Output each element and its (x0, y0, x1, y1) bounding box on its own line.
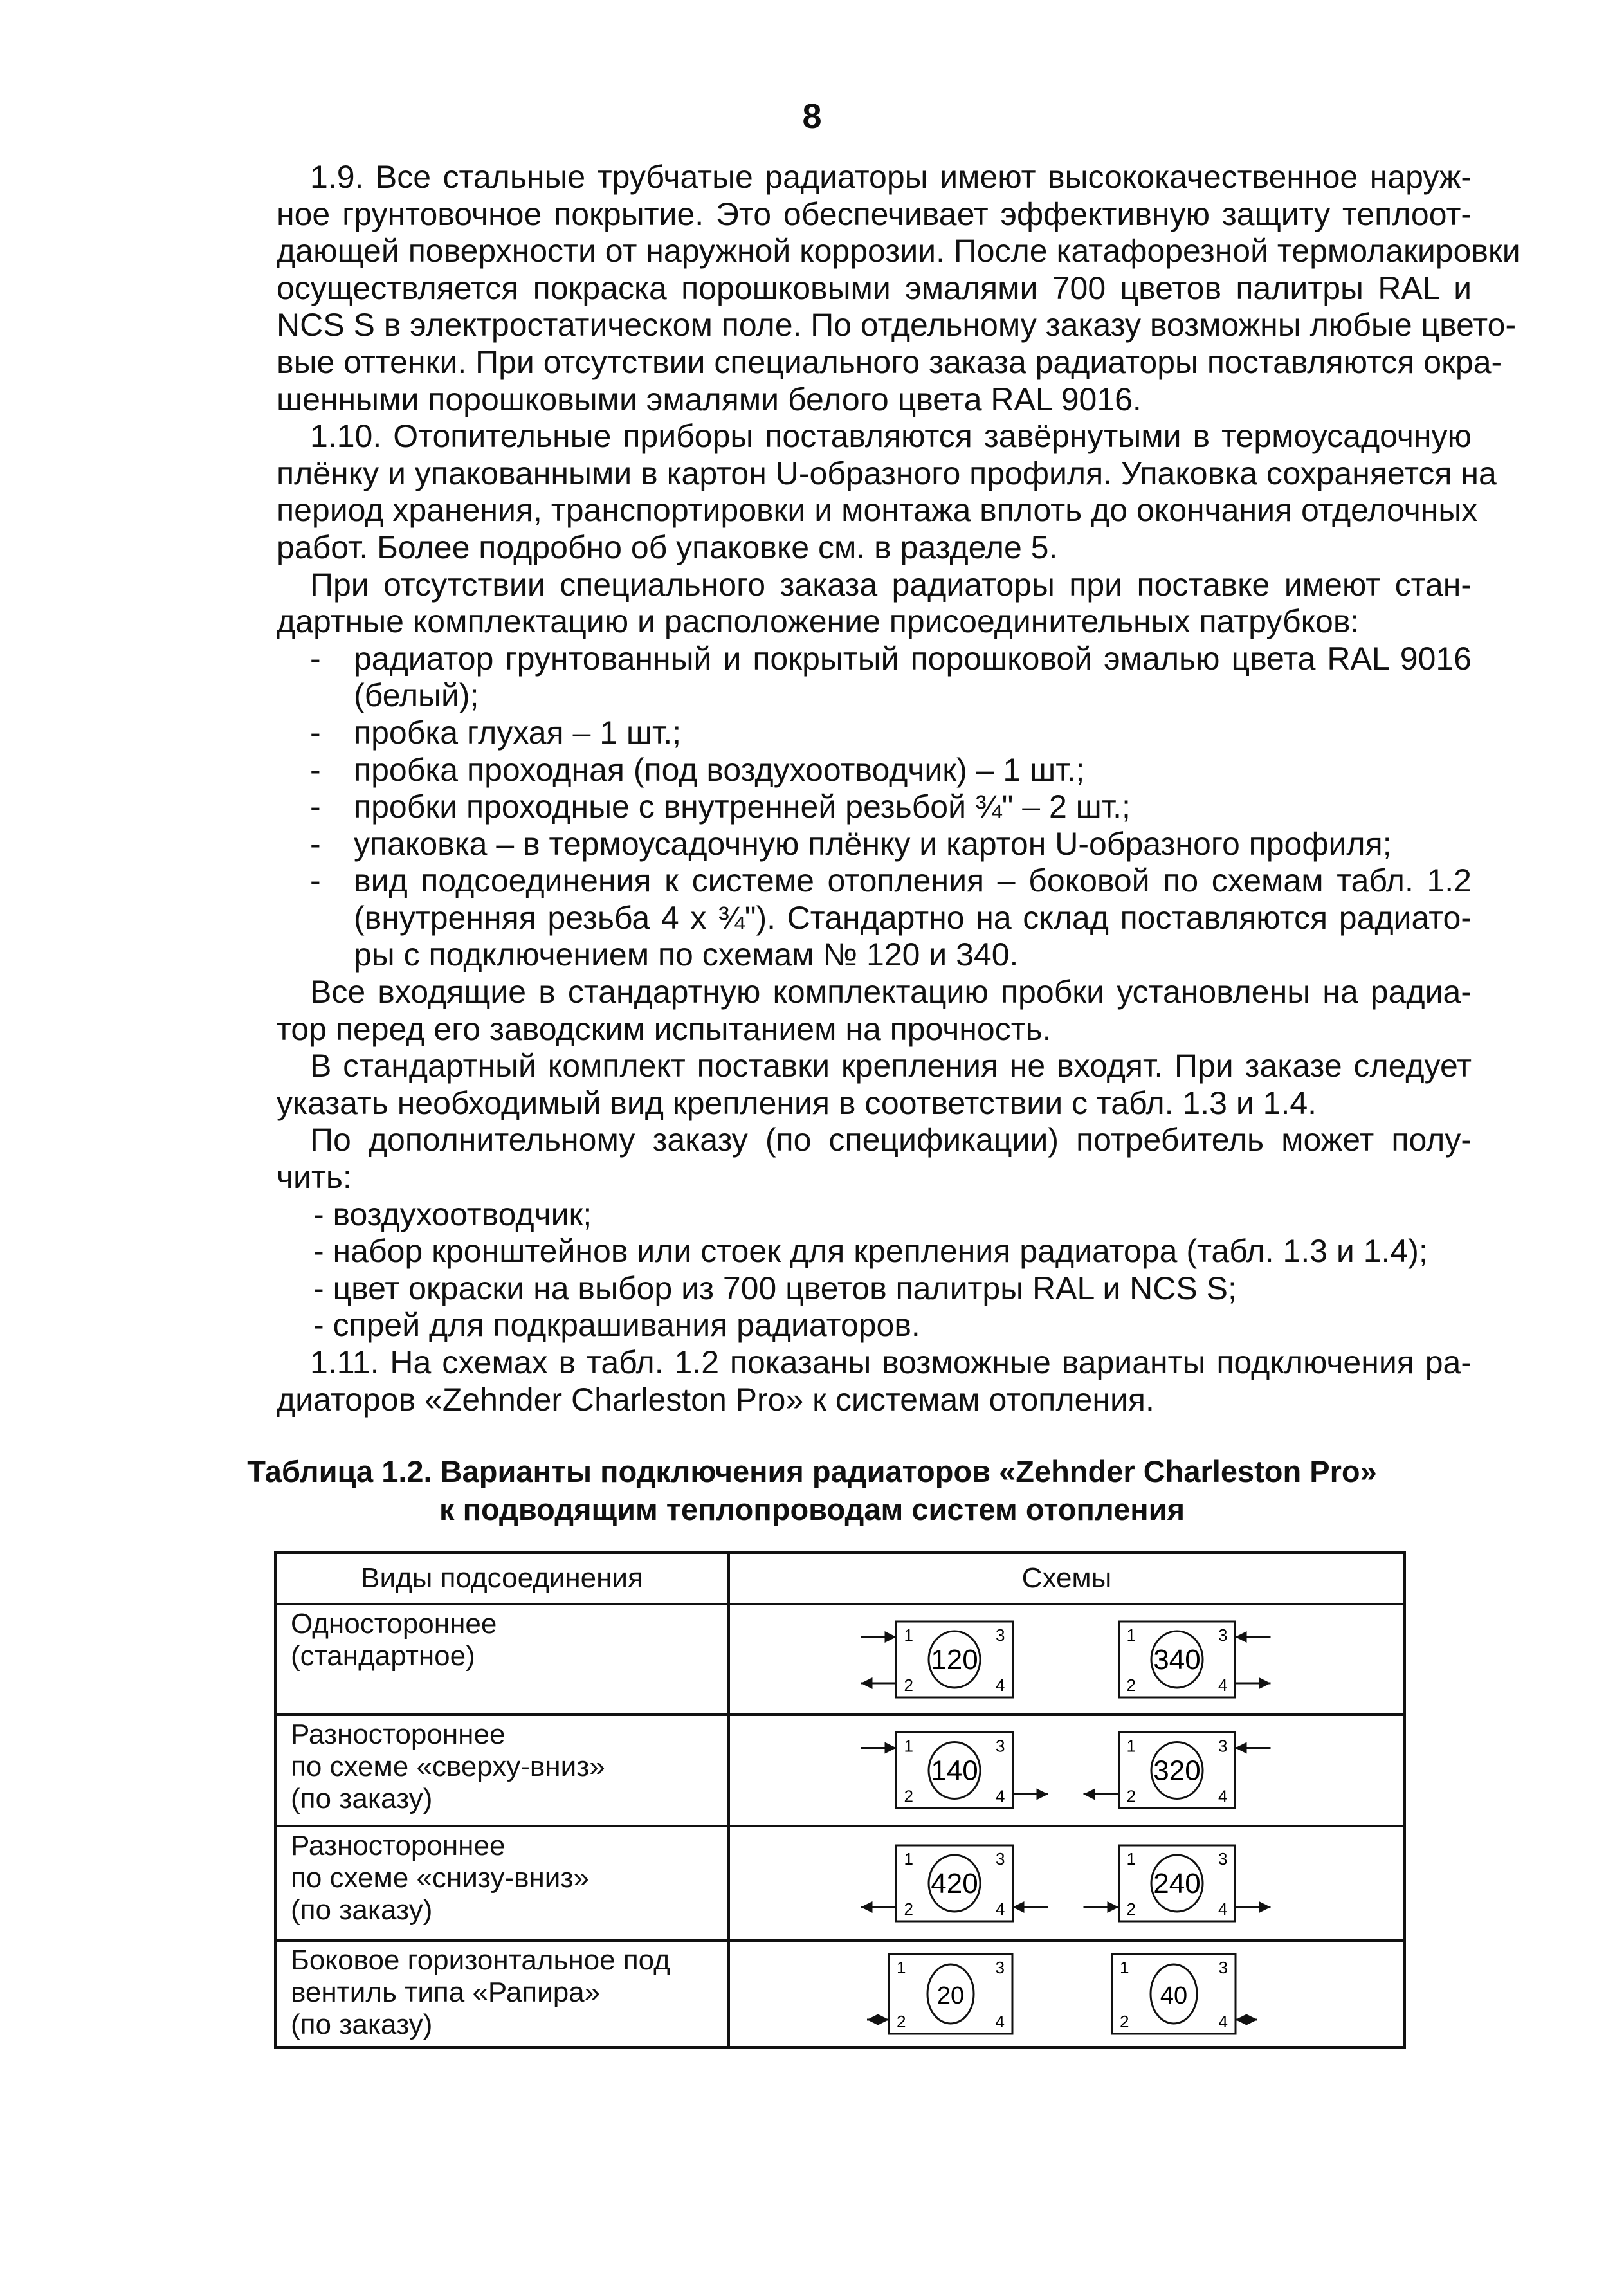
port-label: 3 (995, 1958, 1005, 1977)
port-label: 4 (996, 1676, 1005, 1695)
list-item (277, 1270, 1472, 1308)
scheme-120 (861, 1622, 1013, 1697)
port-label: 1 (1126, 1736, 1136, 1756)
connection-type-line: вентиль типа «Рапира» (291, 1977, 601, 2008)
schemes-diagram (730, 1717, 1403, 1823)
bullet-dash: - (310, 640, 321, 677)
port-label: 2 (1120, 2012, 1129, 2031)
port-label: 3 (996, 1849, 1005, 1868)
scheme-140 (861, 1733, 1048, 1809)
scheme-number: 340 (1153, 1644, 1201, 1676)
list-item (277, 715, 1472, 752)
column-header: Схемы (729, 1553, 1405, 1604)
table-row (275, 1604, 1405, 1715)
connection-table (274, 1551, 1406, 2049)
port-label: 4 (1218, 2012, 1228, 2031)
text-line: тор перед его заводским испытанием на прочность. (277, 1010, 1052, 1047)
text-line: диаторов «Zehnder Charleston Pro» к системам отопления. (277, 1381, 1154, 1418)
port-label: 2 (904, 1786, 913, 1806)
paragraph (277, 567, 1472, 641)
text-line: - цвет окраски на выбор из 700 цветов палитры RAL и NCS S; (313, 1270, 1237, 1306)
scheme-40 (1112, 1954, 1257, 2034)
scheme-20 (867, 1954, 1012, 2034)
text-line: упаковка – в термоусадочную плёнку и картон U-образного профиля; (354, 825, 1392, 862)
connection-type-line: по схеме «снизу-вниз» (291, 1862, 590, 1894)
connection-type-line: по схеме «сверху-вниз» (291, 1751, 605, 1782)
caption-line: Таблица 1.2. Варианты подключения радиаторов «Zehnder Charleston Pro» (247, 1454, 1377, 1488)
table-row (275, 1715, 1405, 1826)
port-label: 1 (1120, 1958, 1129, 1977)
connection-type-line: (по заказу) (291, 2009, 433, 2040)
arrowhead-icon (867, 2014, 879, 2025)
list-item (277, 1233, 1472, 1270)
table-row (275, 1826, 1405, 1941)
text-line: 1.11. На схемах в табл. 1.2 показаны возможные варианты подключения ра- (310, 1344, 1472, 1380)
connection-type-line: (по заказу) (291, 1783, 433, 1814)
list-item (277, 752, 1472, 789)
schemes-diagram (730, 1943, 1403, 2045)
bullet-dash: - (310, 789, 321, 825)
paragraph (277, 1048, 1472, 1122)
list-item (277, 641, 1472, 715)
text-line: осуществляется покраска порошковыми эмалями 700 цветов палитры RAL и (277, 270, 1472, 306)
scheme-number: 320 (1153, 1755, 1201, 1787)
text-line: указать необходимый вид крепления в соответствии с табл. 1.3 и 1.4. (277, 1084, 1317, 1121)
text-line: работ. Более подробно об упаковке см. в разделе 5. (277, 529, 1058, 565)
arrowhead-icon (1013, 1901, 1025, 1913)
port-label: 4 (995, 2012, 1005, 2031)
port-label: 3 (996, 1625, 1005, 1645)
arrowhead-icon (1259, 1901, 1271, 1913)
paragraph (277, 1344, 1472, 1418)
port-label: 1 (904, 1736, 913, 1756)
text-line: радиатор грунтованный и покрытый порошковой эмалью цвета RAL 9016 (354, 640, 1472, 677)
text-line: (внутренняя резьба 4 х ¾"). Стандартно на склад поставляются радиато- (354, 899, 1472, 936)
port-label: 1 (904, 1849, 913, 1868)
port-label: 4 (1218, 1786, 1228, 1806)
caption-line: к подводящим теплопроводам систем отопления (439, 1492, 1185, 1526)
text-line: дартные комплектацию и расположение присоединительных патрубков: (277, 603, 1360, 640)
list-item (277, 1307, 1472, 1344)
text-line: период хранения, транспортировки и монтажа вплоть до окончания отделочных (277, 492, 1478, 529)
bullet-dash: - (310, 751, 321, 788)
connection-type-line: (стандартное) (291, 1640, 475, 1672)
arrowhead-icon (1259, 1677, 1271, 1689)
text-line: пробки проходные с внутренней резьбой ¾" – 2 шт.; (354, 789, 1131, 825)
text-line: - воздухоотводчик; (313, 1196, 592, 1232)
connection-type (275, 1715, 729, 1826)
arrowhead-icon (877, 2014, 889, 2025)
port-label: 3 (1218, 1736, 1228, 1756)
scheme-number: 120 (931, 1644, 978, 1676)
arrowhead-icon (861, 1677, 873, 1689)
port-label: 4 (996, 1786, 1005, 1806)
port-label: 1 (904, 1625, 913, 1645)
paragraph (277, 159, 1520, 418)
scheme-240 (1084, 1845, 1271, 1921)
text-line: ное грунтовочное покрытие. Это обеспечивает эффективную защиту теплоот- (277, 196, 1472, 232)
port-label: 2 (1126, 1899, 1136, 1919)
port-label: 1 (1126, 1849, 1136, 1868)
scheme-number: 240 (1153, 1868, 1201, 1899)
connection-type-line: Разностороннее (291, 1719, 506, 1750)
paragraph (277, 974, 1472, 1048)
paragraph (277, 418, 1497, 566)
text-line: NCS S в электростатическом поле. По отдельному заказу возможны любые цвето- (277, 307, 1517, 343)
scheme-number: 20 (936, 1982, 965, 2009)
arrowhead-icon (1037, 1789, 1048, 1800)
arrowhead-icon (1236, 2014, 1247, 2025)
port-label: 4 (1218, 1899, 1228, 1919)
port-label: 3 (996, 1736, 1005, 1756)
scheme-number: 40 (1160, 1982, 1188, 2009)
text-line: ры с подключением по схемам № 120 и 340. (354, 936, 1019, 973)
text-line: Все входящие в стандартную комплектацию пробки установлены на радиа- (310, 974, 1472, 1010)
scheme-number: 140 (931, 1755, 978, 1787)
text-line: 1.9. Все стальные трубчатые радиаторы имеют высококачественное наруж- (310, 159, 1472, 195)
text-line: плёнку и упакованными в картон U-образного профиля. Упаковка сохраняется на (277, 455, 1497, 491)
text-line: вид подсоединения к системе отопления – боковой по схемам табл. 1.2 (354, 863, 1472, 899)
arrowhead-icon (1236, 1742, 1247, 1754)
port-label: 2 (904, 1899, 913, 1919)
port-label: 3 (1218, 1958, 1228, 1977)
connection-type-line: (по заказу) (291, 1894, 433, 1926)
port-label: 2 (904, 1676, 913, 1695)
text-line: вые оттенки. При отсутствии специального заказа радиаторы поставляются окра- (277, 343, 1502, 380)
arrowhead-icon (1236, 1631, 1247, 1643)
body-text (277, 159, 1520, 1418)
bullet-dash: - (310, 863, 321, 899)
schemes-diagram (730, 1607, 1403, 1712)
paragraph (277, 1122, 1472, 1196)
bullet-dash: - (310, 714, 321, 751)
port-label: 2 (1126, 1786, 1136, 1806)
list-item (277, 863, 1472, 974)
text-line: (белый); (354, 677, 479, 714)
connection-type (275, 1604, 729, 1715)
arrowhead-icon (861, 1901, 873, 1913)
scheme-420 (861, 1845, 1048, 1921)
port-label: 4 (1218, 1676, 1228, 1695)
text-line: пробка глухая – 1 шт.; (354, 714, 682, 751)
arrowhead-icon (885, 1742, 897, 1754)
port-label: 4 (996, 1899, 1005, 1919)
table-caption (193, 1452, 1431, 1528)
text-line: чить: (277, 1159, 352, 1196)
connection-type-line: Боковое горизонтальное под (291, 1944, 670, 1976)
table-row (275, 1941, 1405, 2047)
text-line: - спрей для подкрашивания радиаторов. (313, 1307, 920, 1344)
list-item (277, 1196, 1472, 1234)
text-line: При отсутствии специального заказа радиаторы при поставке имеют стан- (310, 566, 1472, 603)
scheme-number: 420 (931, 1868, 978, 1899)
port-label: 3 (1218, 1849, 1228, 1868)
connection-type (275, 1941, 729, 2047)
port-label: 2 (897, 2012, 906, 2031)
port-label: 1 (897, 1958, 906, 1977)
text-line: В стандартный комплект поставки крепления не входят. При заказе следует (310, 1048, 1472, 1084)
port-label: 2 (1126, 1676, 1136, 1695)
text-line: - набор кронштейнов или стоек для крепления радиатора (табл. 1.3 и 1.4); (313, 1233, 1428, 1270)
port-label: 1 (1126, 1625, 1136, 1645)
arrowhead-icon (1246, 2014, 1257, 2025)
scheme-320 (1084, 1733, 1271, 1809)
text-line: пробка проходная (под воздухоотводчик) – 1 шт.; (354, 751, 1085, 788)
connection-type (275, 1826, 729, 1941)
arrowhead-icon (1084, 1789, 1095, 1800)
list-item (277, 826, 1472, 863)
arrowhead-icon (1108, 1901, 1119, 1913)
port-label: 3 (1218, 1625, 1228, 1645)
connection-type-line: Разностороннее (291, 1830, 506, 1861)
connection-type-line: Одностороннее (291, 1608, 497, 1640)
text-line: По дополнительному заказу (по спецификации) потребитель может полу- (310, 1122, 1472, 1158)
text-line: дающей поверхности от наружной коррозии. После катафорезной термолакировки (277, 233, 1520, 270)
bullet-dash: - (310, 825, 321, 862)
scheme-340 (1119, 1622, 1271, 1697)
list-item (277, 789, 1472, 826)
text-line: шенными порошковыми эмалями белого цвета RAL 9016. (277, 381, 1142, 417)
arrowhead-icon (885, 1631, 897, 1643)
column-header: Виды подсоединения (275, 1553, 729, 1604)
text-line: 1.10. Отопительные приборы поставляются завёрнутыми в термоусадочную (310, 418, 1472, 455)
page-number: 8 (802, 97, 822, 136)
schemes-diagram (730, 1829, 1403, 1938)
